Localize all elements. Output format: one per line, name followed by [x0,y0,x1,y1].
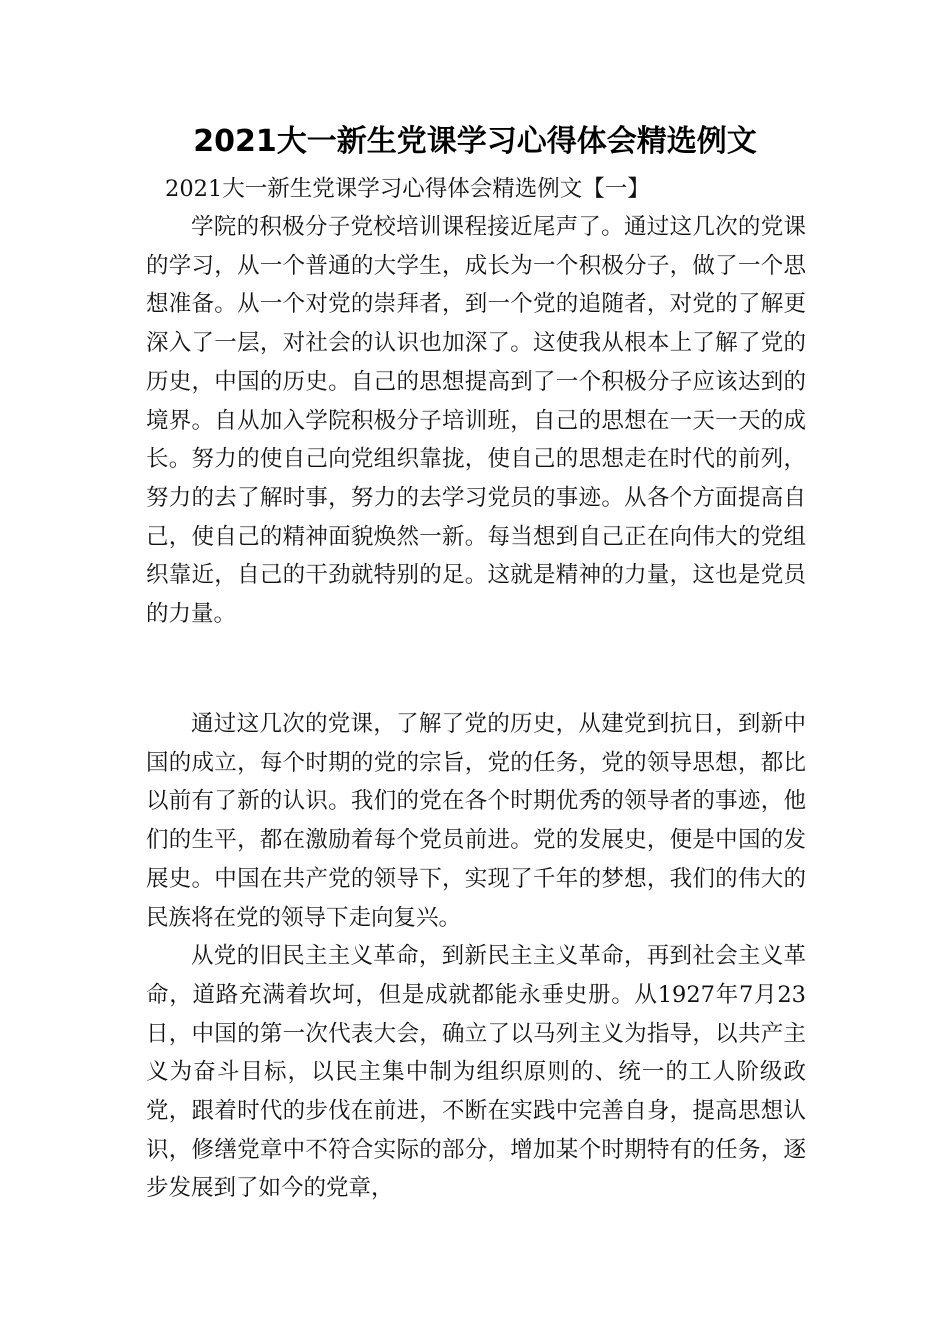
document-title: 2021大一新生党课学习心得体会精选例文 [193,124,757,159]
body-block-1 [146,208,806,634]
body-block-2 [146,705,806,1208]
paragraph-2: 通过这几次的党课，了解了党的历史，从建党到抗日，到新中国的成立，每个时期的党的宗旨，党的任务，党的领导思想，都比以前有了新的认识。我们的党在各个时期优秀的领导者的事迹，他们的生平，都在激励着每个党员前进。党的发展史，便是中国的发展史。中国在共产党的领导下，实现了千年的梦想，我们的伟大的民族将在党的领导下走向复兴。 [146,711,806,931]
paragraph-1: 学院的积极分子党校培训课程接近尾声了。通过这几次的党课的学习，从一个普通的大学生，成长为一个积极分子，做了一个思想准备。从一个对党的崇拜者，到一个党的追随者，对党的了解更深入了一层，对社会的认识也加深了。这使我从根本上了解了党的历史，中国的历史。自己的思想提高到了一个积极分子应该达到的境界。自从加入学院积极分子培训班，自己的思想在一天一天的成长。努力的使自己向党组织靠拢，使自己的思想走在时代的前列，努力的去了解时事，努力的去学习党员的事迹。从各个方面提高自己，使自己的精神面貌焕然一新。每当想到自己正在向伟大的党组织靠近，自己的干劲就特别的足。这就是精神的力量，这也是党员的力量。 [146,214,806,628]
section-subtitle: 2021大一新生党课学习心得体会精选例文【一】 [165,176,650,202]
paragraph-3: 从党的旧民主主义革命，到新民主主义革命，再到社会主义革命，道路充满着坎坷，但是成就都能永垂史册。从1927年7月23日，中国的第一次代表大会，确立了以马列主义为指导，以共产主义为奋斗目标，以民主集中制为组织原则的、统一的工人阶级政党，跟着时代的步伐在前进，不断在实践中完善自身，提高思想认识，修缮党章中不符合实际的部分，增加某个时期特有的任务，逐步发展到了如今的党章， [146,943,806,1202]
